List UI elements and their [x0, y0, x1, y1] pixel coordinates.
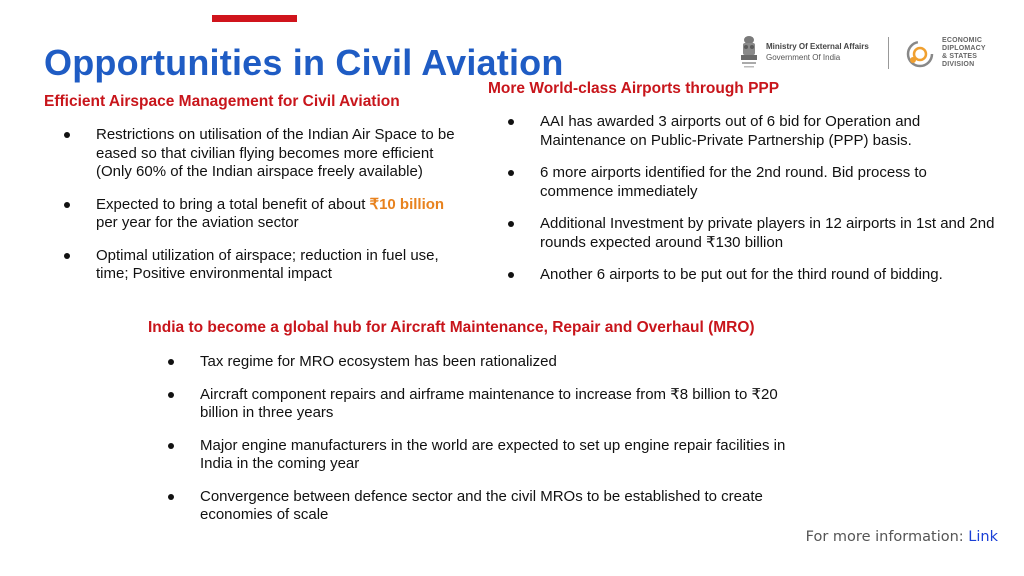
list-item — [96, 247, 466, 284]
list-item — [540, 113, 1000, 150]
airspace-bullet-list — [96, 126, 466, 298]
list-item — [200, 488, 820, 525]
list-item — [540, 215, 1000, 252]
more-info-link[interactable]: Link — [968, 529, 998, 545]
bullet-icon — [508, 221, 514, 227]
bullet-icon — [508, 272, 514, 278]
footer — [806, 529, 998, 545]
bullet-text: Another 6 airports to be put out for the third round of bidding. — [540, 266, 943, 283]
bullet-text-after: per year for the aviation sector — [96, 214, 299, 231]
mea-line2: Government Of India — [766, 53, 841, 62]
accent-bar — [212, 15, 297, 22]
bullet-icon — [168, 443, 174, 449]
bullet-icon — [508, 119, 514, 125]
bullet-icon — [168, 494, 174, 500]
national-emblem-icon — [738, 34, 760, 70]
airspace-heading: Efficient Airspace Management for Civil Aviation — [44, 93, 400, 110]
bullet-text: Additional Investment by private players in 12 airports in 1st and 2nd rounds expected around ₹130 billion — [540, 215, 995, 251]
logo-group — [738, 34, 998, 74]
footer-text: For more information: — [805, 529, 969, 545]
list-item — [200, 353, 820, 372]
list-item — [200, 386, 820, 423]
bullet-text: Tax regime for MRO ecosystem has been rationalized — [200, 353, 557, 370]
mea-line1: Ministry Of External Affairs — [766, 42, 869, 51]
list-item — [96, 196, 466, 233]
bullet-icon — [508, 170, 514, 176]
list-item — [540, 266, 1000, 285]
bullet-text-before: Expected to bring a total benefit of about — [96, 195, 370, 213]
bullet-text: Major engine manufacturers in the world are expected to set up engine repair facilities in India in the coming year — [200, 436, 786, 472]
bullet-text: Aircraft component repairs and airframe maintenance to increase from ₹8 billion to ₹20 billion in three years — [200, 385, 778, 421]
list-item — [540, 164, 1000, 201]
page-title: Opportunities in Civil Aviation — [44, 42, 564, 83]
list-item — [96, 126, 466, 182]
ed-line4: DIVISION — [942, 61, 975, 68]
airports-bullet-list — [540, 113, 1000, 299]
ed-logo-text — [942, 37, 986, 69]
bullet-text: Optimal utilization of airspace; reduction in fuel use, time; Positive environmental impact — [96, 246, 439, 282]
logo-divider — [888, 37, 889, 69]
bullet-icon — [64, 132, 70, 138]
ed-line3: & STATES — [942, 53, 978, 60]
ed-line1: ECONOMIC — [942, 37, 983, 44]
bullet-text: 6 more airports identified for the 2nd round. Bid process to commence immediately — [540, 164, 927, 200]
bullet-text: Convergence between defence sector and the civil MROs to be established to create economies of scale — [200, 487, 763, 523]
bullet-icon — [168, 359, 174, 365]
bullet-text: Restrictions on utilisation of the Indian Air Space to be eased so that civilian flying becomes more efficient (Only 60% of the Indian airspace freely available) — [96, 126, 455, 180]
mro-bullet-list — [200, 353, 820, 539]
benefit-highlight: ₹10 billion — [369, 195, 445, 213]
list-item — [200, 437, 820, 474]
ed-line2: DIPLOMACY — [942, 45, 986, 52]
bullet-text: AAI has awarded 3 airports out of 6 bid for Operation and Maintenance on Public-Private Partnership (PPP) basis. — [540, 113, 921, 149]
airports-heading: More World-class Airports through PPP — [488, 80, 780, 97]
mea-logo-text — [766, 41, 869, 63]
bullet-icon — [64, 202, 70, 208]
mro-heading: India to become a global hub for Aircraft Maintenance, Repair and Overhaul (MRO) — [148, 319, 755, 336]
economic-diplomacy-logo-icon — [904, 38, 936, 70]
bullet-icon — [64, 253, 70, 259]
bullet-icon — [168, 392, 174, 398]
